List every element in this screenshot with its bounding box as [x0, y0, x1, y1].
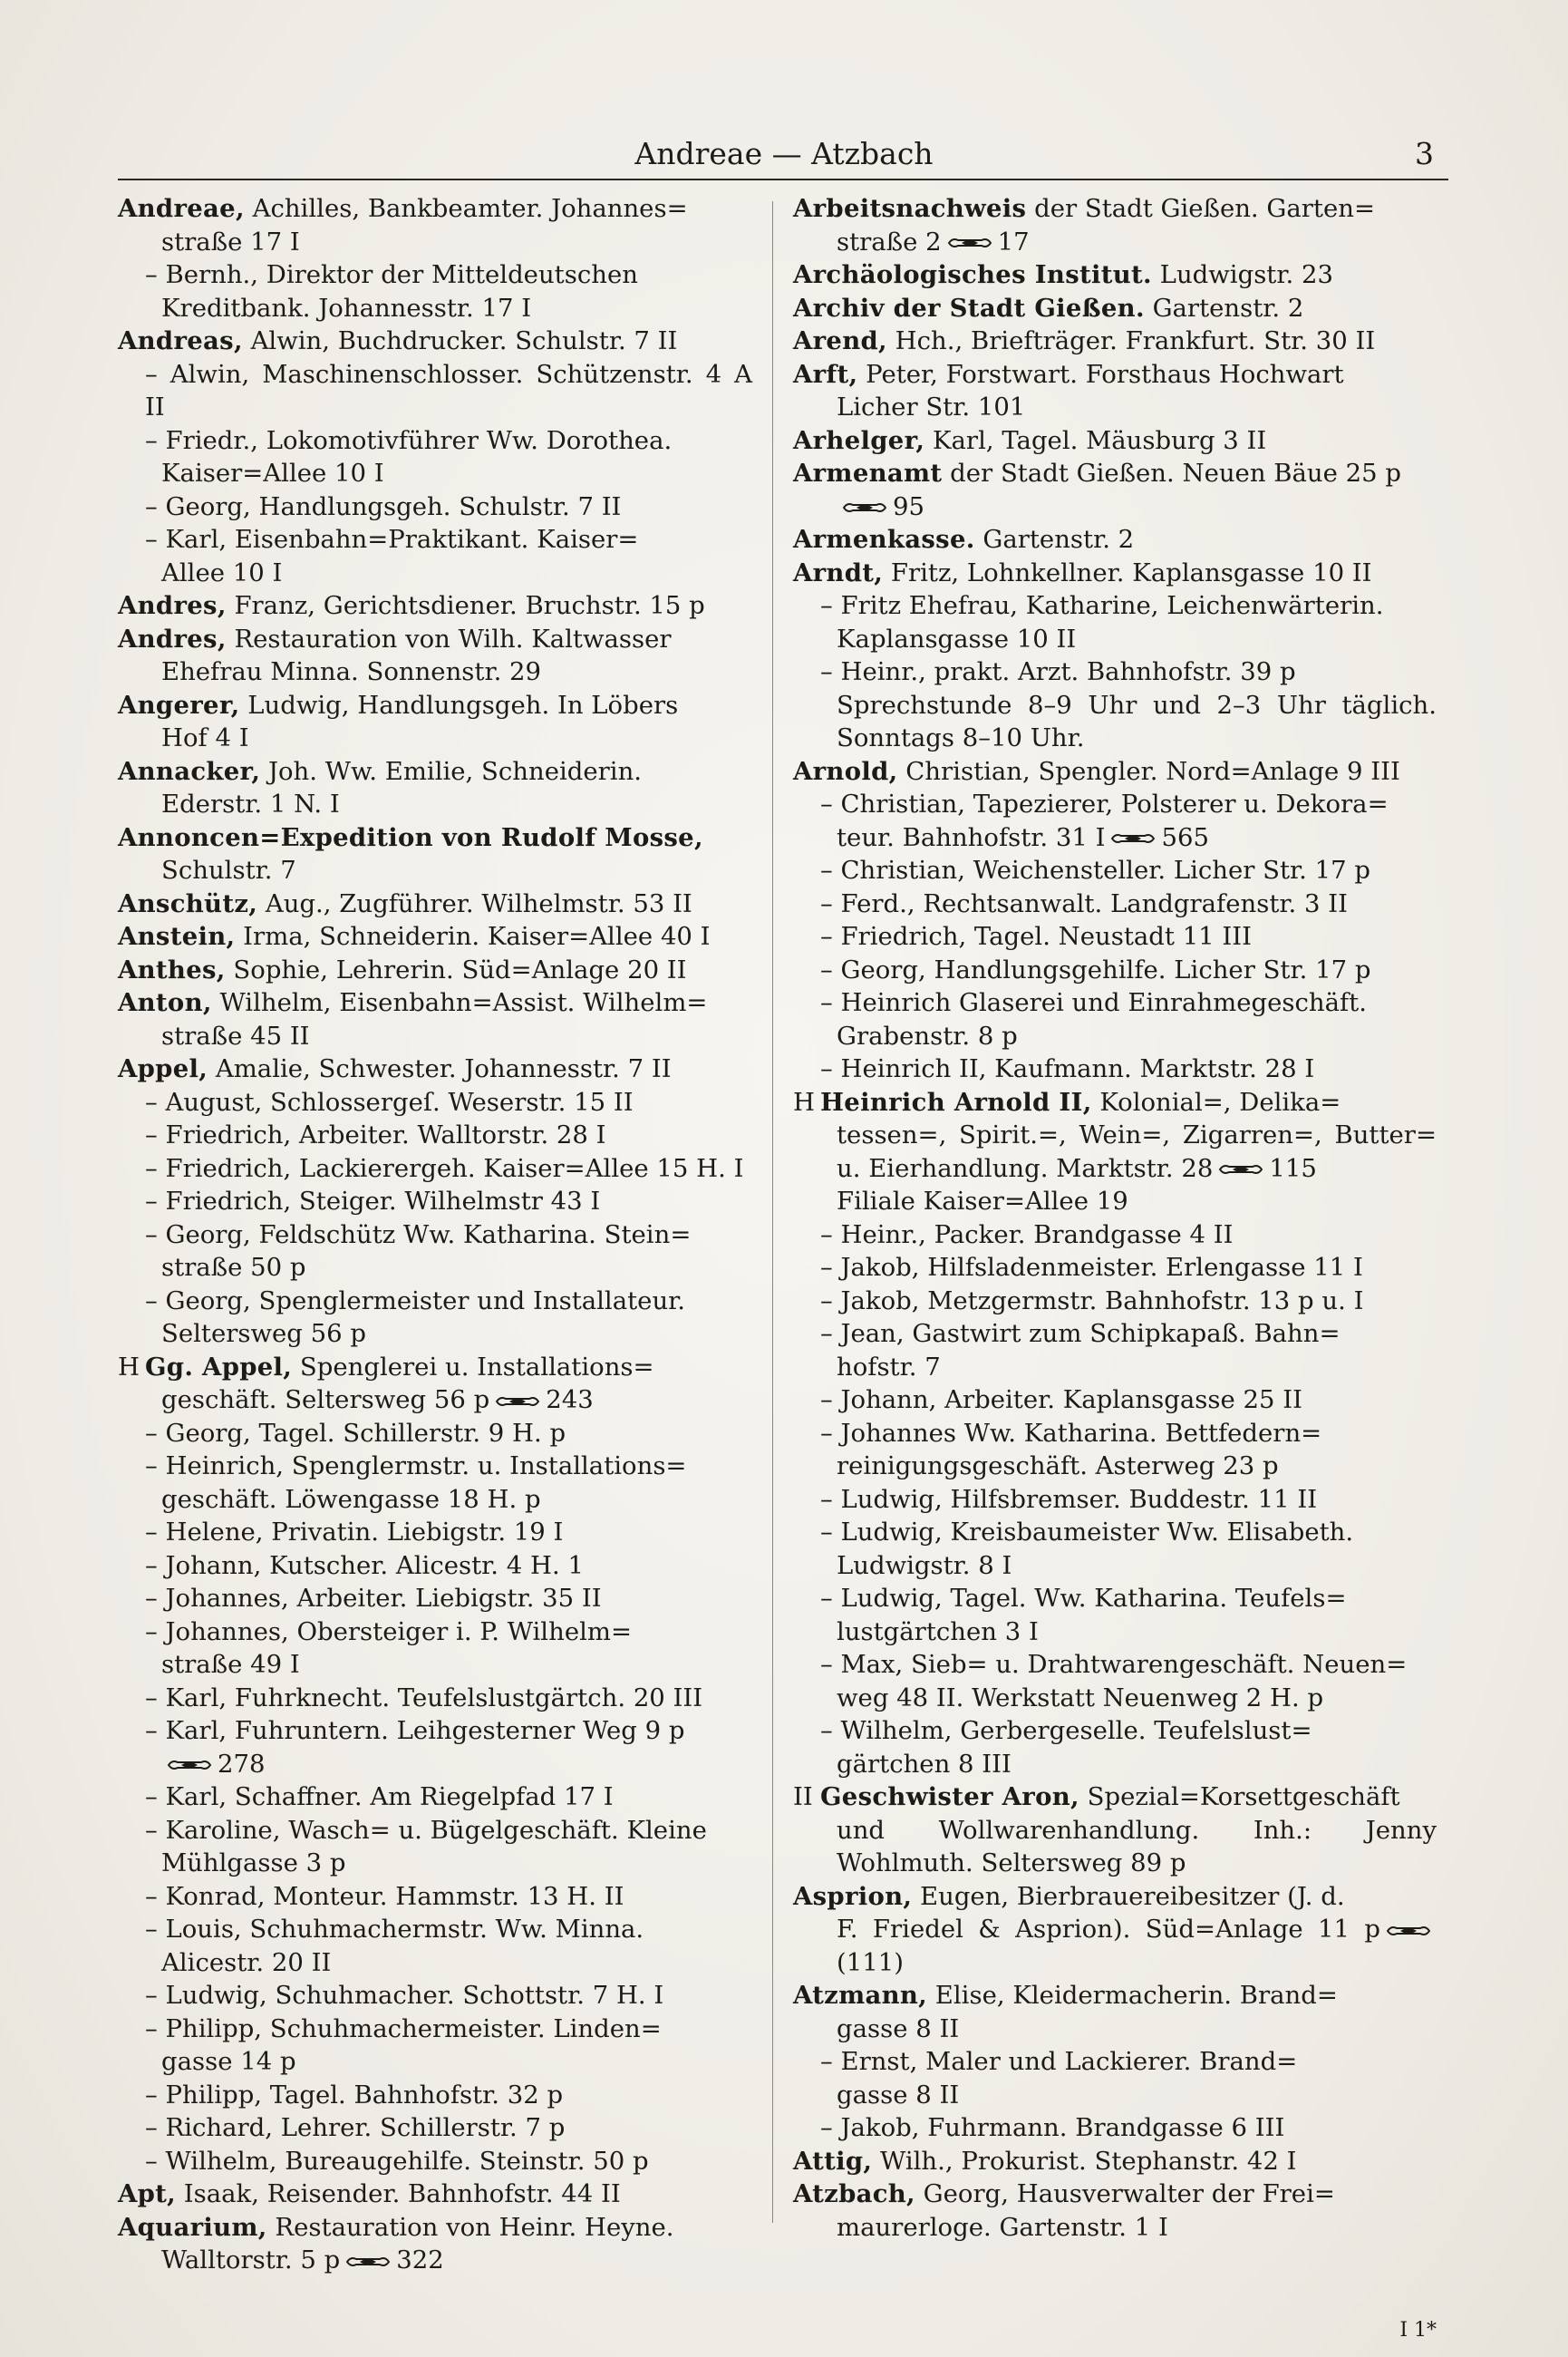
directory-entry: [118, 623, 752, 689]
entry-address: straße 2: [837, 227, 942, 257]
directory-entry: [793, 1582, 1437, 1648]
entry-continuation: [793, 391, 1437, 424]
entry-details: – Alwin, Maschinenschlosser. Schützenstr. 4 A II: [145, 359, 752, 422]
directory-entry: [118, 2211, 752, 2277]
entry-details: Elise, Kleidermacherin. Brand=: [927, 1981, 1338, 2010]
directory-entry: [118, 1052, 752, 1086]
entry-surname: Annoncen=Expedition von Rudolf Mosse,: [118, 822, 703, 852]
entry-surname: Heinrich Arnold II,: [820, 1087, 1092, 1117]
advertisement-marker: II: [793, 1782, 813, 1811]
phone-number: 95: [893, 491, 924, 521]
entry-address: gasse 8 II: [837, 2080, 960, 2110]
entry-continuation: [145, 292, 752, 325]
directory-entry: [118, 821, 752, 888]
entry-details: – Georg, Handlungsgehilfe. Licher Str. 17 p: [820, 955, 1371, 985]
phone-number: 115: [1269, 1153, 1317, 1183]
entry-details: – Jakob, Metzgermstr. Bahnhofstr. 13 p u. I: [820, 1285, 1364, 1315]
entry-continuation: [820, 1020, 1437, 1053]
entry-details: – Christian, Tapezierer, Polsterer u. Dekora=: [820, 790, 1389, 819]
entry-address: Schulstr. 7: [161, 856, 296, 885]
entry-details: – Karl, Schaffner. Am Riegelpfad 17 I: [145, 1782, 614, 1811]
phone-number: 243: [546, 1385, 594, 1414]
entry-details: Joh. Ww. Emilie, Schneiderin.: [260, 756, 643, 786]
entry-details: – Johannes, Obersteiger i. P. Wilhelm=: [145, 1616, 633, 1646]
entry-details: – Ludwig, Tagel. Ww. Katharina. Teufels=: [820, 1584, 1347, 1613]
advertisement-marker: H: [793, 1087, 815, 1117]
entry-details: Sophie, Lehrerin. Süd=Anlage 20 II: [225, 955, 687, 985]
entry-details: – Ludwig, Kreisbaumeister Ww. Elisabeth.: [820, 1518, 1354, 1547]
phone-number: 17: [997, 227, 1030, 257]
entry-details: – Philipp, Schuhmachermeister. Linden=: [145, 2013, 662, 2043]
directory-entry: [793, 325, 1437, 358]
entry-continuation: [820, 1450, 1437, 1483]
directory-entry: [793, 457, 1437, 523]
entry-surname: Arhelger,: [793, 425, 925, 455]
entry-continuation: [820, 1549, 1437, 1583]
entry-surname: Andres,: [118, 624, 227, 654]
directory-entry: [793, 523, 1437, 557]
entry-surname: Arnold,: [793, 756, 898, 786]
directory-entry: [793, 854, 1437, 888]
entry-continuation: [793, 1913, 1437, 1979]
directory-entry: [793, 2145, 1437, 2178]
directory-entry: [793, 1516, 1437, 1582]
entry-details: – Friedrich, Arbeiter. Walltorstr. 28 I: [145, 1120, 606, 1149]
entry-surname: Gg. Appel,: [145, 1352, 293, 1382]
telephone-icon: [345, 2254, 391, 2270]
entry-details: – Friedrich, Lackierergeh. Kaiser=Allee 15 H. I: [145, 1153, 744, 1183]
directory-entry: [793, 954, 1437, 987]
directory-entry: [793, 788, 1437, 854]
telephone-icon: [167, 1757, 212, 1773]
entry-details: – Richard, Lehrer. Schillerstr. 7 p: [145, 2113, 566, 2142]
entry-continuation: [793, 2211, 1437, 2245]
entry-branch: Filiale Kaiser=Allee 19: [837, 1187, 1128, 1216]
entry-details: – Heinrich, Spenglermstr. u. Installations=: [145, 1451, 687, 1480]
entry-surname: Atzbach,: [793, 2179, 915, 2208]
entry-details: – Friedrich, Steiger. Wilhelmstr 43 I: [145, 1187, 601, 1216]
entry-address: Walltorstr. 5 p: [161, 2245, 341, 2275]
directory-entry: [118, 523, 752, 589]
directory-entry: [793, 2178, 1437, 2244]
entry-details: – Bernh., Direktor der Mitteldeutschen: [145, 260, 638, 289]
entry-continuation: [820, 1682, 1437, 1715]
directory-entry: [118, 1979, 752, 2013]
entry-details: – Georg, Spenglermeister und Installateur.: [145, 1285, 686, 1315]
directory-entry: [793, 2045, 1437, 2111]
entry-details: – Wilhelm, Gerbergeselle. Teufelslust=: [820, 1716, 1312, 1745]
entry-details: – Jakob, Fuhrmann. Brandgasse 6 III: [820, 2113, 1285, 2142]
directory-entry: [118, 358, 752, 424]
telephone-icon: [495, 1393, 540, 1410]
directory-entry: [118, 1549, 752, 1583]
entry-details: – Heinr., prakt. Arzt. Bahnhofstr. 39 p: [820, 657, 1296, 686]
entry-details: – Johannes Ww. Katharina. Bettfedern=: [820, 1418, 1322, 1448]
entry-surname: Attig,: [793, 2146, 873, 2176]
directory-entry: [118, 1682, 752, 1715]
directory-entry: [118, 986, 752, 1052]
directory-entry: [793, 920, 1437, 954]
directory-entry: [793, 1383, 1437, 1417]
directory-entry: [118, 1185, 752, 1218]
entry-address: gärtchen 8 III: [837, 1749, 1011, 1779]
entry-continuation: [118, 655, 752, 689]
directory-entry: [118, 2145, 752, 2178]
entry-details: Ludwigstr. 23: [1151, 260, 1333, 289]
entry-surname: Anton,: [118, 988, 212, 1017]
directory-entry: [118, 1285, 752, 1351]
entry-continuation: [145, 557, 752, 590]
directory-entry: [118, 1880, 752, 1914]
entry-continuation: [793, 226, 1437, 259]
entry-continuation: [118, 854, 752, 888]
entry-details: Restauration von Heinr. Heyne.: [266, 2212, 674, 2242]
entry-surname: Geschwister Aron,: [820, 1782, 1079, 1811]
entry-address: Seltersweg 56 p: [161, 1319, 366, 1348]
entry-surname: Asprion,: [793, 1881, 913, 1911]
directory-entry: [118, 1351, 752, 1417]
directory-entry: [118, 954, 752, 987]
entry-surname: Angerer,: [118, 690, 240, 720]
directory-entry: [118, 424, 752, 490]
entry-details: – Johannes, Arbeiter. Liebigstr. 35 II: [145, 1584, 602, 1613]
entry-details: Gartenstr. 2: [1144, 293, 1304, 323]
directory-entry: [118, 1582, 752, 1615]
entry-address: Ederstr. 1 N. I: [161, 790, 340, 819]
directory-entry: [793, 888, 1437, 921]
entry-surname: Aquarium,: [118, 2212, 267, 2242]
entry-continuation: [145, 1383, 752, 1417]
directory-entry: [793, 192, 1437, 258]
entry-surname: Atzmann,: [793, 1981, 928, 2010]
entry-details: – Johann, Arbeiter. Kaplansgasse 25 II: [820, 1385, 1302, 1414]
entry-surname: Armenamt: [793, 459, 943, 488]
entry-surname: Andres,: [118, 591, 227, 620]
entry-details: Isaak, Reisender. Bahnhofstr. 44 II: [176, 2179, 621, 2208]
left-column: [118, 192, 752, 2277]
directory-entry: [793, 1285, 1437, 1318]
entry-details: Kolonial=, Delika=: [1091, 1087, 1341, 1117]
directory-entry: [793, 1714, 1437, 1780]
entry-address: straße 49 I: [161, 1650, 300, 1679]
entry-details: Aug., Zugführer. Wilhelmstr. 53 II: [257, 888, 692, 918]
directory-entry: [793, 1317, 1437, 1383]
entry-address: Licher Str. 101: [837, 393, 1026, 422]
directory-entry: [118, 1086, 752, 1120]
directory-entry: [793, 1780, 1437, 1880]
entry-surname: Apt,: [118, 2179, 177, 2208]
entry-details: Franz, Gerichtsdiener. Bruchstr. 15 p: [226, 591, 705, 620]
entry-continuation: [820, 1814, 1437, 1880]
directory-entry: [118, 1714, 752, 1780]
entry-address: maurerloge. Gartenstr. 1 I: [837, 2212, 1168, 2242]
entry-surname: Arndt,: [793, 558, 884, 587]
directory-entry: [118, 2178, 752, 2211]
directory-entry: [118, 1814, 752, 1880]
entry-details: – Helene, Privatin. Liebigstr. 19 I: [145, 1518, 564, 1547]
entry-details: – Friedrich, Tagel. Neustadt 11 III: [820, 922, 1253, 951]
entry-details: – Jean, Gastwirt zum Schipkapaß. Bahn=: [820, 1319, 1341, 1348]
entry-address: straße 17 I: [161, 227, 300, 257]
entry-details: Peter, Forstwart. Forsthaus Hochwart: [857, 359, 1344, 389]
entry-details: – Philipp, Tagel. Bahnhofstr. 32 p: [145, 2080, 564, 2110]
entry-continuation: [145, 1847, 752, 1880]
entry-address: weg 48 II. Werkstatt Neuenweg 2 H. p: [837, 1683, 1324, 1712]
entry-continuation: [145, 1251, 752, 1285]
phone-number: 565: [1161, 822, 1209, 852]
entry-details: Irma, Schneiderin. Kaiser=Allee 40 I: [235, 922, 711, 951]
directory-entry: [793, 258, 1437, 292]
entry-continuation: [118, 2244, 752, 2277]
entry-continuation: [145, 457, 752, 490]
entry-surname: Appel,: [118, 1054, 208, 1083]
entry-surname: Andreas,: [118, 326, 243, 355]
directory-entry: [118, 1218, 752, 1285]
directory-entry: [118, 589, 752, 623]
entry-details: Amalie, Schwester. Johannesstr. 7 II: [208, 1054, 672, 1083]
entry-details: Georg, Hausverwalter der Frei=: [915, 2179, 1335, 2208]
directory-entry: [793, 1251, 1437, 1285]
column-divider: [772, 201, 773, 2223]
entry-address: teur. Bahnhofstr. 31 I: [837, 822, 1106, 852]
entry-address: straße 45 II: [161, 1021, 310, 1051]
entry-details: – Fritz Ehefrau, Katharine, Leichenwärterin.: [820, 591, 1384, 620]
entry-details: – Heinrich II, Kaufmann. Marktstr. 28 I: [820, 1054, 1315, 1083]
telephone-icon: [842, 500, 887, 516]
entry-address: Kreditbank. Johannesstr. 17 I: [161, 293, 532, 323]
directory-entry: [793, 292, 1437, 325]
directory-entry: [793, 1979, 1437, 2045]
entry-address: und Wollwarenhandlung. Inh.: Jenny Wohlmuth. Seltersweg 89 p: [837, 1815, 1437, 1877]
directory-entry: [118, 888, 752, 921]
telephone-icon: [1386, 1923, 1431, 1939]
directory-entry: [118, 2111, 752, 2145]
directory-entry: [118, 192, 752, 258]
entry-details: – Konrad, Monteur. Hammstr. 13 H. II: [145, 1881, 624, 1911]
entry-surname: Anschütz,: [118, 888, 258, 918]
directory-entry: [118, 1152, 752, 1186]
entry-surname: Anstein,: [118, 922, 236, 951]
entry-surname: Annacker,: [118, 756, 261, 786]
directory-entry: [118, 1450, 752, 1516]
directory-entry: [793, 1648, 1437, 1714]
phone-number: 322: [396, 2245, 444, 2275]
page-header: [0, 136, 1568, 181]
directory-entry: [793, 2111, 1437, 2145]
entry-details: – Ferd., Rechtsanwalt. Landgrafenstr. 3 II: [820, 888, 1348, 918]
entry-continuation: [118, 226, 752, 259]
directory-entry: [793, 358, 1437, 424]
entry-surname: Armenkasse.: [793, 525, 975, 554]
entry-continuation: [118, 1020, 752, 1053]
directory-entry: [118, 325, 752, 358]
entry-details: – Heinrich Glaserei und Einrahmegeschäft.: [820, 988, 1367, 1017]
entry-details: Spenglerei u. Installations=: [292, 1352, 654, 1382]
directory-entry: [118, 1615, 752, 1682]
entry-details: Wilh., Prokurist. Stephanstr. 42 I: [872, 2146, 1297, 2176]
entry-address: Mühlgasse 3 p: [161, 1848, 346, 1877]
entry-continuation: [793, 2013, 1437, 2046]
entry-continuation: [145, 1648, 752, 1682]
entry-address: lustgärtchen 3 I: [837, 1616, 1039, 1646]
directory-entry: [793, 755, 1437, 789]
entry-address: F. Friedel & Asprion). Süd=Anlage 11 p: [837, 1915, 1380, 1944]
entry-details: Eugen, Bierbrauereibesitzer (J. d.: [912, 1881, 1345, 1911]
header-rule: [118, 179, 1448, 180]
entry-continuation: [820, 2079, 1437, 2112]
entry-details: – Louis, Schuhmachermstr. Ww. Minna.: [145, 1915, 644, 1944]
entry-address: geschäft. Seltersweg 56 p: [161, 1385, 490, 1414]
directory-entry: [118, 689, 752, 755]
entry-details: Fritz, Lohnkellner. Kaplansgasse 10 II: [883, 558, 1372, 587]
entry-address: Alicestr. 20 II: [161, 1947, 332, 1977]
entry-details: Wilhelm, Eisenbahn=Assist. Wilhelm=: [211, 988, 708, 1017]
entry-details: Alwin, Buchdrucker. Schulstr. 7 II: [242, 326, 678, 355]
entry-details: – August, Schlossergeſ. Weserstr. 15 II: [145, 1087, 634, 1117]
page-number: 3: [1415, 136, 1434, 171]
entry-details: – Ernst, Maler und Lackierer. Brand=: [820, 2047, 1298, 2076]
directory-entry: [793, 1417, 1437, 1483]
directory-entry: [118, 258, 752, 325]
entry-continuation: [118, 722, 752, 755]
entry-details: – Karoline, Wasch= u. Bügelgeschäft. Kleine: [145, 1815, 707, 1845]
entry-details: – Ludwig, Schuhmacher. Schottstr. 7 H. I: [145, 1981, 664, 2010]
directory-entry: [118, 2013, 752, 2079]
telephone-icon: [1218, 1161, 1263, 1178]
entry-continuation: [118, 788, 752, 821]
entry-continuation: [145, 2045, 752, 2079]
telephone-icon: [1110, 830, 1156, 847]
directory-entry: [118, 1913, 752, 1979]
entry-address: hofstr. 7: [837, 1352, 941, 1382]
phone-number: (111): [837, 1947, 904, 1977]
entry-details: Achilles, Bankbeamter. Johannes=: [244, 194, 688, 223]
advertisement-marker: H: [118, 1352, 140, 1382]
entry-address: geschäft. Löwengasse 18 H. p: [161, 1484, 541, 1514]
entry-address: gasse 8 II: [837, 2013, 960, 2043]
directory-entry: [118, 2079, 752, 2112]
entry-details: Hch., Briefträger. Frankfurt. Str. 30 II: [886, 326, 1376, 355]
entry-details: – Georg, Handlungsgeh. Schulstr. 7 II: [145, 491, 622, 521]
entry-surname: Anthes,: [118, 955, 226, 985]
entry-details: – Johann, Kutscher. Alicestr. 4 H. 1: [145, 1550, 584, 1580]
entry-surname: Archiv der Stadt Gießen.: [793, 293, 1145, 323]
entry-details: Ludwig, Handlungsgeh. In Löbers: [239, 690, 679, 720]
entry-details: – Karl, Fuhruntern. Leihgesterner Weg 9 p: [145, 1716, 685, 1745]
running-title: Andreae — Atzbach: [634, 136, 934, 171]
entry-address: Grabenstr. 8 p: [837, 1021, 1018, 1051]
entry-continuation: [820, 623, 1437, 656]
entry-surname: Arft,: [793, 359, 858, 389]
entry-details: – Jakob, Hilfsladenmeister. Erlengasse 11 I: [820, 1253, 1363, 1282]
directory-entry: [118, 1780, 752, 1814]
entry-continuation: [820, 821, 1437, 855]
entry-details: – Karl, Eisenbahn=Praktikant. Kaiser=: [145, 525, 639, 554]
directory-entry: [793, 655, 1437, 755]
entry-details: – Christian, Weichensteller. Licher Str. 17 p: [820, 856, 1371, 885]
entry-address: reinigungsgeschäft. Asterweg 23 p: [837, 1451, 1279, 1480]
entry-surname: Andreae,: [118, 194, 245, 223]
entry-surname: Archäologisches Institut.: [793, 260, 1152, 289]
entry-continuation: [145, 1748, 752, 1781]
entry-continuation: [820, 689, 1437, 755]
entry-continuation: [145, 1946, 752, 1980]
entry-details: – Friedr., Lokomotivführer Ww. Dorothea.: [145, 425, 673, 455]
entry-address: Hof 4 I: [161, 723, 249, 752]
entry-details: der Stadt Gießen. Neuen Bäue 25 p: [942, 459, 1401, 488]
directory-entry: [118, 490, 752, 524]
sheet-signature: I 1*: [1399, 2319, 1437, 2342]
entry-continuation: [820, 1351, 1437, 1384]
entry-address: Ehefrau Minna. Sonnenstr. 29: [161, 657, 542, 686]
entry-address: Kaiser=Allee 10 I: [161, 459, 384, 488]
directory-entry: [118, 1516, 752, 1549]
telephone-icon: [947, 235, 992, 251]
directory-entry: [793, 557, 1437, 590]
entry-address: Sprechstunde 8–9 Uhr und 2–3 Uhr täglich. Sonntags 8–10 Uhr.: [837, 690, 1437, 752]
entry-details: – Ludwig, Hilfsbremser. Buddestr. 11 II: [820, 1484, 1318, 1514]
entry-surname: Arend,: [793, 326, 887, 355]
directory-entry: [793, 589, 1437, 655]
entry-continuation: [145, 1317, 752, 1351]
directory-entry: [118, 755, 752, 821]
directory-entry: [793, 1052, 1437, 1086]
entry-surname: Arbeitsnachweis: [793, 194, 1027, 223]
directory-entry: [793, 1086, 1437, 1218]
entry-details: – Karl, Fuhrknecht. Teufelslustgärtch. 20 III: [145, 1683, 703, 1712]
entry-details: – Wilhelm, Bureaugehilfe. Steinstr. 50 p: [145, 2146, 649, 2176]
entry-address: gasse 14 p: [161, 2047, 296, 2076]
entry-address: tessen=, Spirit.=, Wein=, Zigarren=, Butter= u. Eierhandlung. Marktstr. 28: [837, 1120, 1437, 1183]
entry-address: straße 50 p: [161, 1253, 306, 1282]
directory-entry: [793, 1880, 1437, 1980]
entry-details: – Georg, Feldschütz Ww. Katharina. Stein=: [145, 1219, 692, 1249]
right-column: [793, 192, 1437, 2244]
entry-details: – Georg, Tagel. Schillerstr. 9 H. p: [145, 1418, 566, 1448]
entry-continuation: [820, 1748, 1437, 1781]
entry-details: Gartenstr. 2: [974, 525, 1135, 554]
entry-address: Allee 10 I: [161, 558, 283, 587]
directory-entry: [793, 424, 1437, 458]
entry-details: der Stadt Gießen. Garten=: [1026, 194, 1375, 223]
directory-entry: [118, 1417, 752, 1450]
entry-details: Spezial=Korsettgeschäft: [1079, 1782, 1400, 1811]
entry-details: Christian, Spengler. Nord=Anlage 9 III: [897, 756, 1400, 786]
entry-continuation: [145, 1483, 752, 1517]
entry-details: – Heinr., Packer. Brandgasse 4 II: [820, 1219, 1234, 1249]
entry-address: Kaplansgasse 10 II: [837, 624, 1077, 654]
entry-details: Restauration von Wilh. Kaltwasser: [226, 624, 672, 654]
entry-details: – Max, Sieb= u. Drahtwarengeschäft. Neuen=: [820, 1650, 1408, 1679]
directory-entry: [793, 1483, 1437, 1517]
entry-continuation: [820, 1119, 1437, 1185]
entry-continuation: [793, 490, 1437, 524]
entry-address: Ludwigstr. 8 I: [837, 1550, 1012, 1580]
directory-entry: [793, 1218, 1437, 1252]
phone-number: 278: [218, 1749, 266, 1779]
entry-details: Karl, Tagel. Mäusburg 3 II: [924, 425, 1267, 455]
directory-entry: [793, 986, 1437, 1052]
directory-entry: [118, 920, 752, 954]
directory-entry: [118, 1119, 752, 1152]
entry-continuation: [820, 1615, 1437, 1649]
